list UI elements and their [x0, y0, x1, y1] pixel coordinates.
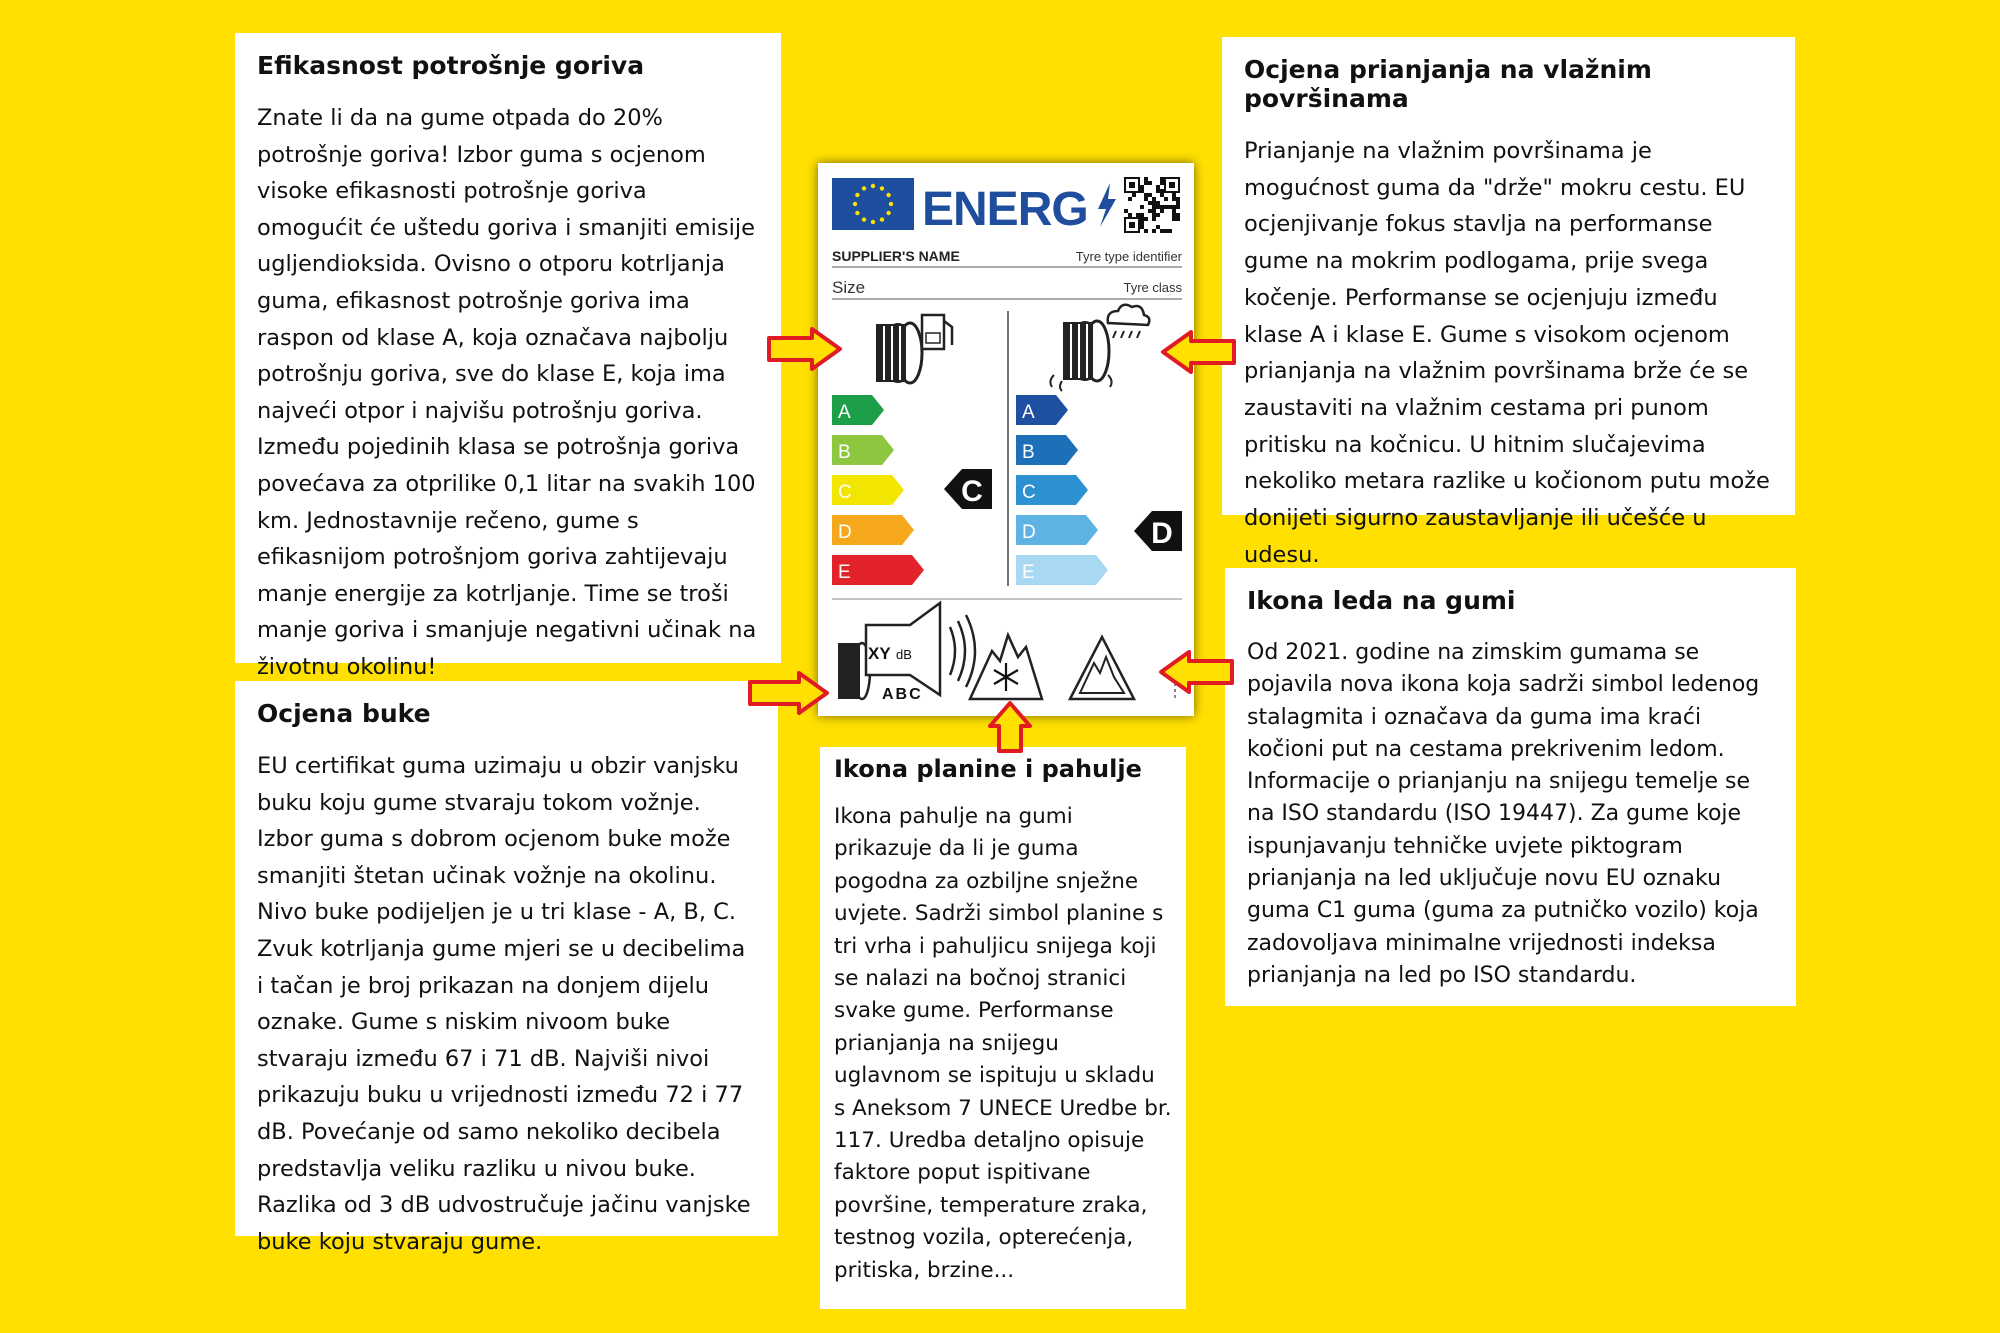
- snow-icon-box: [820, 747, 1186, 1309]
- eu-star-icon: [871, 220, 875, 224]
- noise-class-letters: ABC: [882, 686, 923, 703]
- energy-title: ENERG: [922, 183, 1088, 236]
- eu-star-icon: [855, 193, 859, 197]
- wet-rating-marker: [1134, 511, 1182, 551]
- fuel-bar-label: C: [838, 482, 852, 503]
- eu-star-icon: [855, 211, 859, 215]
- rain-cloud-icon: [1108, 305, 1150, 338]
- qr-code-icon: [1124, 177, 1180, 233]
- wet-grip-text: Prianjanje na vlažnim površinama je mogućnost guma da "drže" mokru cestu. EU ocjenjivanje fokus stavlja na performanse gume na mokrim podlogama, prije svega kočenje. Performanse se ocjenjuju između klase A i klase E. Gume s visokom ocjenom prianjanja na vlažnim površinama brže će se zaustaviti na vlažnim cestama pri punom pritisku na kočnicu. U hitnim slučajevima nekoliko metara razlike u kočionom putu može donijeti sigurno zaustavljanje ili učešće u udesu.: [1244, 138, 1770, 568]
- fuel-efficiency-box: [235, 33, 781, 680]
- noise-db-unit: dB: [896, 647, 912, 662]
- eu-star-icon: [862, 217, 866, 221]
- fuel-efficiency-title: Efikasnost potrošnje goriva: [257, 51, 645, 80]
- arrow-to-snow-icon: [987, 700, 1033, 754]
- noise-db-value: XY: [868, 644, 891, 663]
- wet-rating-letter: D: [1151, 517, 1173, 550]
- noise-rating-text: EU certifikat guma uzimaju u obzir vanjsku buku koju gume stvaraju tokom vožnje. Izbor guma s dobrom ocjenom buke može smanjiti štetan učinak vožnje na okolinu. Nivo buke podijeljen je u tri klase - A, B, C. Zvuk kotrljanja gume mjeri se u decibelima i tačan je broj prikazan na donjem dijelu oznake. Gume s niskim nivoom buke stvaraju između 67 i 71 dB. Najviši nivoi prikazuju buku u vrijednosti između 72 i 77 dB. Povećanje od samo nekoliko decibela predstavlja veliku razliku u nivou buke. Razlika od 3 dB udvostručuje jačinu vanjske buke koju stvaraju gume.: [257, 753, 751, 1255]
- fuel-pump-icon: [922, 315, 952, 349]
- fuel-bar-label: A: [838, 402, 851, 423]
- ice-icon-text: Od 2021. godine na zimskim gumama se pojavila nova ikona koja sadrži simbol ledenog stalagmita i označava da guma ima kraći kočioni put na cestama prekrivenim ledom. Informacije o prianjanju na snijegu temelje se na ISO standardu (ISO 19447). Za gume koje ispunjavanju tehničke uvjete piktogram prianjanja na led uključuje novu EU oznaku guma C1 guma (guma za putničko vozilo) koja zadovoljava minimalne vrijednosti indeksa prianjanja na led po ISO standardu.: [1247, 640, 1760, 988]
- supplier-name: SUPPLIER'S NAME: [832, 248, 960, 264]
- eu-star-icon: [886, 211, 890, 215]
- eu-star-icon: [880, 217, 884, 221]
- fuel-bar-label: D: [838, 522, 852, 543]
- eu-star-icon: [853, 202, 857, 206]
- ice-icon-box: [1225, 568, 1796, 1006]
- eu-star-icon: [862, 186, 866, 190]
- fuel-bar-label: B: [838, 442, 851, 463]
- snow-icon-title: Ikona planine i pahulje: [834, 755, 1142, 783]
- fuel-rating-marker: [944, 469, 992, 509]
- wet-bar-label: D: [1022, 522, 1036, 543]
- eu-star-icon: [871, 184, 875, 188]
- eu-flag-icon: [832, 178, 914, 230]
- wet-class-scale: [1016, 395, 1108, 585]
- eu-star-icon: [886, 193, 890, 197]
- wet-bar-label: E: [1022, 562, 1035, 583]
- wet-grip-box: [1222, 37, 1795, 568]
- tyre-class-label: Tyre class: [1123, 280, 1182, 295]
- fuel-efficiency-text: Znate li da na gume otpada do 20% potrošnje goriva! Izbor guma s ocjenom visoke efikasnosti potrošnje goriva omogućit će uštedu goriva i smanjiti emisije ugljendioksida. Ovisno o otporu kotrljanja guma, efikasnost potrošnje goriva ima raspon od klase A, koja označava najbolju potrošnju goriva, sve do klase E, koja ima najveći otpor i najvišu potrošnju goriva. Između pojedinih klasa se potrošnja goriva povećava za otprilike 0,1 litar na svakih 100 km. Jednostavnije rečeno, gume s efikasnijom potrošnjom goriva zahtijevaju manje energije za kotrljanje. Time se troši manje goriva i smanjuje negativni učinak na životnu okolinu!: [257, 105, 757, 680]
- mountain-snowflake-icon: [970, 635, 1042, 699]
- fuel-class-scale: [832, 395, 924, 585]
- size-label: Size: [832, 278, 866, 297]
- lightning-icon: [1098, 183, 1116, 227]
- arrow-to-ice-icon: [1157, 649, 1235, 695]
- wet-tyre-icon: [1050, 321, 1111, 391]
- fuel-rating-letter: C: [961, 475, 983, 508]
- fuel-bar-label: E: [838, 562, 851, 583]
- wet-bar-label: B: [1022, 442, 1035, 463]
- ice-icon-title: Ikona leda na gumi: [1247, 586, 1516, 615]
- snow-icon-text: Ikona pahulje na gumi prikazuje da li je guma pogodna za ozbiljne snježne uvjete. Sadrži simbol planine s tri vrha i pahuljicu snijega koji se nalazi na bočnoj stranici svake gume. Performanse prianjanja na snijegu uglavnom se ispituju u skladu s Aneksom 7 UNECE Uredbe br. 117. Uredba detaljno opisuje faktore poput ispitivane površine, temperature zraka, testnog vozila, opterećenja, pritiska, brzine...: [834, 804, 1172, 1283]
- arrow-to-noise-icon: [747, 670, 831, 716]
- ice-grip-icon: [1070, 637, 1134, 699]
- eu-star-icon: [889, 202, 893, 206]
- wet-grip-title: Ocjena prianjanja na vlažnim površinama: [1244, 55, 1652, 113]
- wet-bar-label: C: [1022, 482, 1036, 503]
- arrow-to-wet-icon: [1159, 329, 1237, 375]
- arrow-to-fuel-icon: [766, 326, 844, 372]
- eu-star-icon: [880, 186, 884, 190]
- noise-rating-title: Ocjena buke: [257, 699, 431, 728]
- noise-rating-box: [235, 681, 778, 1255]
- eu-tyre-label: [818, 163, 1194, 716]
- wet-bar-label: A: [1022, 402, 1035, 423]
- fuel-tyre-icon: [876, 323, 922, 383]
- tyre-type-identifier: Tyre type identifier: [1075, 249, 1182, 264]
